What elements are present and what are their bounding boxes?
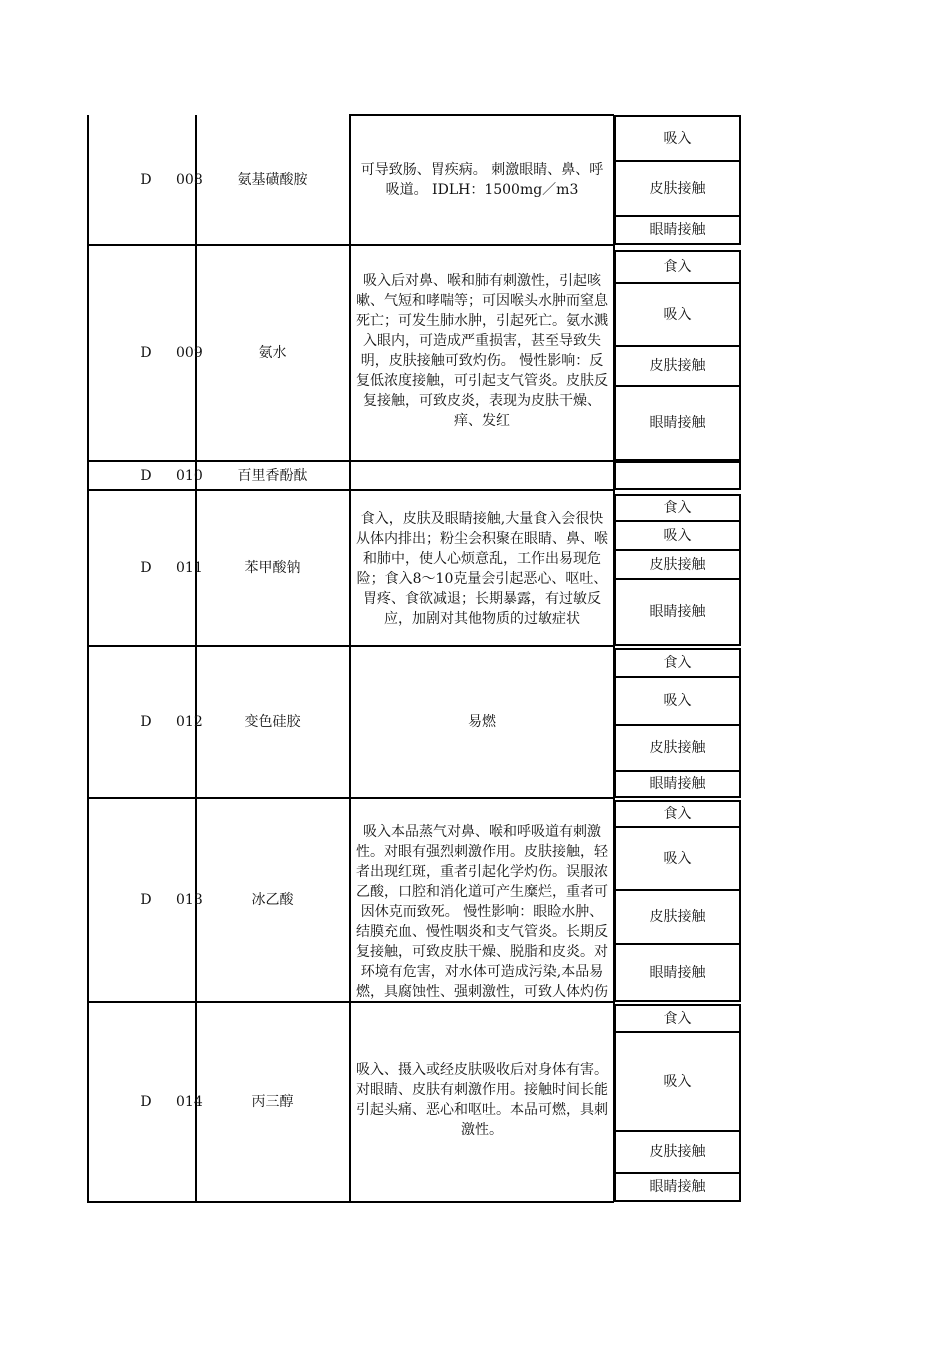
exposure-route-cell: 眼睛接触: [614, 578, 741, 646]
row-border: [87, 1201, 614, 1203]
class-cell: D: [140, 560, 152, 576]
hazard-description-cell: 吸入、摄入或经皮肤吸收后对身体有害。 对眼睛、皮肤有刺激作用。接触时间长能引起头痛、恶心和呕吐。本品可燃，具刺激性。: [356, 1062, 608, 1138]
exposure-route-cell: 食入: [614, 800, 741, 826]
exposure-route-cell: 眼睛接触: [614, 943, 741, 1002]
code-cell: 010: [176, 467, 203, 484]
class-cell: D: [140, 714, 152, 730]
code-cell: 011: [176, 560, 203, 576]
column-border: [349, 115, 351, 1202]
hazard-description-cell: 食入，皮肤及眼睛接触,大量食入会很快从体内排出；粉尘会积聚在眼睛、鼻、喉和肺中，使人心烦意乱，工作出易现危险；食入8～10克量会引起恶心、呕吐、胃疼、食欲减退；长期暴露，有过敏反应，加剧对其他物质的过敏症状: [356, 511, 608, 627]
chemical-name-cell: 氨基磺酸胺: [237, 172, 308, 188]
code-cell: 008: [176, 172, 203, 188]
exposure-route-cell: 吸入: [614, 115, 741, 160]
class-cell: D: [140, 172, 152, 188]
class-cell: D: [140, 1094, 152, 1110]
hazard-description-cell: 易燃: [468, 714, 496, 730]
exposure-route-cell: 食入: [614, 494, 741, 520]
row-border: [349, 114, 614, 116]
exposure-route-cell: 皮肤接触: [614, 160, 741, 215]
hazard-description-cell: [352, 461, 612, 490]
exposure-route-cell: 吸入: [614, 676, 741, 724]
exposure-route-cell: 皮肤接触: [614, 345, 741, 385]
chemical-name-cell: 百里香酚酞: [237, 467, 308, 484]
exposure-route-cell: 皮肤接触: [614, 889, 741, 943]
chemical-name-cell: 冰乙酸: [251, 892, 294, 908]
hazard-description-cell: 吸入后对鼻、喉和肺有刺激性，引起咳嗽、气短和哮喘等；可因喉头水肿而窒息死亡；可发生肺水肿，引起死亡。氨水溅入眼内，可造成严重损害，甚至导致失明，皮肤接触可致灼伤。 慢性影响：反复低浓度接触，可引起支气管炎。皮肤反复接触，可致皮炎，表现为皮肤干燥、痒、发红: [356, 273, 608, 429]
exposure-route-cell: 吸入: [614, 520, 741, 549]
hazard-description-cell: 可导致肠、胃疾病。 刺激眼睛、鼻、呼吸道。 IDLH：1500mg／m3: [360, 162, 604, 198]
exposure-route-cell: 皮肤接触: [614, 549, 741, 578]
row-border: [87, 1001, 614, 1003]
class-cell: D: [140, 892, 152, 908]
exposure-route-cell: 眼睛接触: [614, 385, 741, 461]
exposure-route-cell: 眼睛接触: [614, 1172, 741, 1202]
column-border: [87, 115, 89, 1202]
chemical-name-cell: 丙三醇: [251, 1094, 294, 1110]
exposure-route-cell: 食入: [614, 250, 741, 282]
chemical-name-cell: 苯甲酸钠: [244, 560, 301, 576]
row-border: [87, 489, 614, 491]
row-border: [87, 244, 614, 246]
hazard-description-cell: 吸入本品蒸气对鼻、喉和呼吸道有刺激性。对眼有强烈刺激作用。皮肤接触，轻者出现红斑，重者引起化学灼伤。误服浓乙酸，口腔和消化道可产生糜烂，重者可因休克而致死。 慢性影响：眼睑水肿、结膜充血、慢性咽炎和支气管炎。长期反复接触，可致皮肤干燥、脱脂和皮炎。对环境有危害，对水体可造成污染,本品易燃，具腐蚀性、强刺激性，可致人体灼伤: [356, 824, 608, 1000]
route-cell-empty: [614, 461, 741, 490]
exposure-route-cell: 皮肤接触: [614, 1130, 741, 1172]
chemical-name-cell: 变色硅胶: [244, 714, 301, 730]
exposure-route-cell: 皮肤接触: [614, 724, 741, 770]
code-cell: 012: [176, 714, 203, 730]
exposure-route-cell: 眼睛接触: [614, 770, 741, 798]
code-cell: 014: [176, 1094, 203, 1110]
exposure-route-cell: 食入: [614, 648, 741, 676]
exposure-route-cell: 吸入: [614, 826, 741, 889]
chemical-name-cell: 氨水: [258, 345, 287, 361]
code-cell: 009: [176, 345, 203, 361]
class-cell: D: [140, 467, 152, 484]
class-cell: D: [140, 345, 152, 361]
exposure-route-cell: 吸入: [614, 282, 741, 345]
exposure-route-cell: 食入: [614, 1004, 741, 1031]
exposure-route-cell: 眼睛接触: [614, 215, 741, 245]
code-cell: 013: [176, 892, 203, 908]
exposure-route-cell: 吸入: [614, 1031, 741, 1130]
